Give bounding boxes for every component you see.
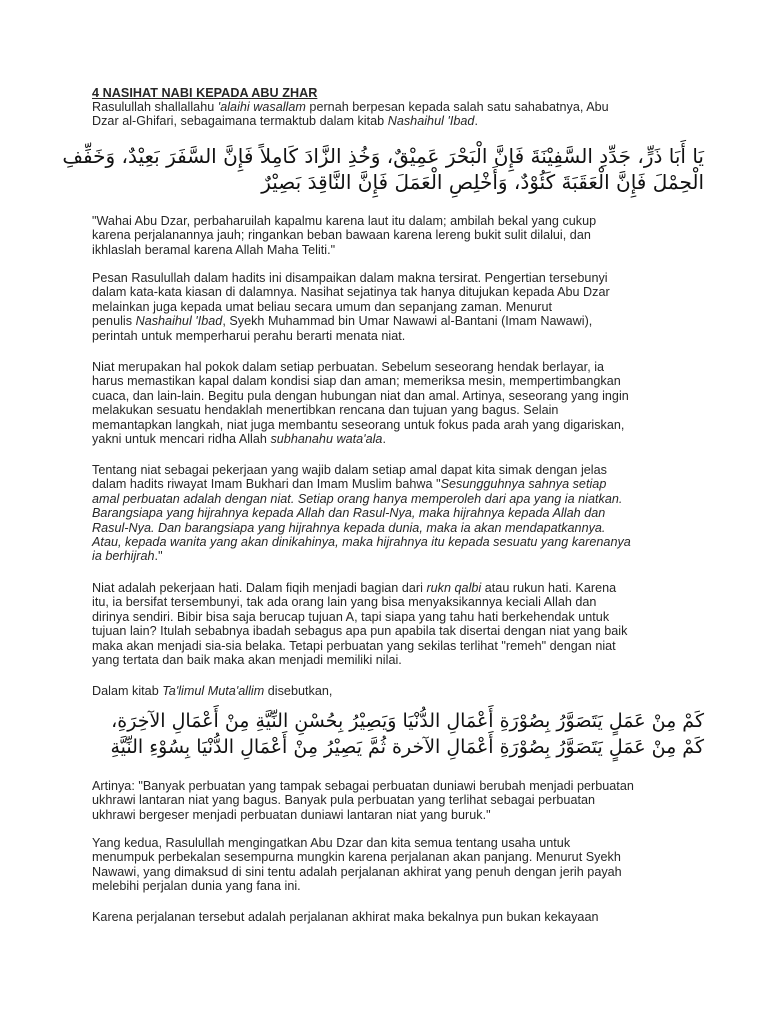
p5-text-1: Niat adalah pekerjaan hati. Dalam fiqih menjadi bagian dari <box>92 581 427 595</box>
arabic-quote-2 <box>110 708 704 760</box>
p6-italic: Ta'limul Muta'allim <box>162 684 265 698</box>
p4-text-2: ." <box>154 549 163 564</box>
intro-paragraph <box>92 100 692 128</box>
arabic-quote-1 <box>62 143 704 195</box>
p3-text-1: Niat merupakan hal pokok dalam setiap perbuatan. Sebelum seseorang hendak berlayar, ia harus memastikan kapal dalam kondisi siap dan aman; memeriksa mesin, mempertimbangkan cuaca, dan lain-lain. Begitu pula dengan hubungan niat dan amal. Artinya, seseorang yang ingin melakukan sesuatu hendaklah menertibkan rencana dan tujuan yang bagus. Selain memantapkan langkah, niat juga membantu seseorang untuk fokus pada arah yang digariskan, yakni untuk mencari ridha Allah <box>92 360 629 447</box>
translation-paragraph: "Wahai Abu Dzar, perbaharuilah kapalmu karena laut itu dalam; ambilah bekal yang cukup karena perjalanannya jauh; ringankan beban bawaan karena lereng bukit sulit dilalui, dan ikhlaslah beramal karena Allah Maha Teliti." <box>92 214 597 257</box>
intro-italic-1: 'alaihi wasallam <box>217 100 306 114</box>
arabic-quote-2-line-1: كَمْ مِنْ عَمَلٍ يَتَصَوَّرُ بِصُوْرَةِ أَعْمَالِ الدُّنْيَا وَيَصِيْرُ بِحُسْنِ النِّيَّةِ مِنْ أَعْمَالِ الآخِرَةِ، <box>111 710 704 732</box>
p2-italic: Nashaihul 'Ibad <box>135 314 223 329</box>
arabic-quote-1-line-1: يَا أَبَا ذَرٍّ، جَدِّدِ السَّفِيْنَةَ فَإِنَّ الْبَحْرَ عَمِيْقٌ، وَخُذِ الزَّادَ كَامِلاً فَإِنَّ السَّفَرَ بَعِيْدٌ، وَخَفِّفِ <box>62 144 704 168</box>
hadith-paragraph <box>92 463 692 564</box>
intro-text-3: . <box>474 114 478 129</box>
heart-paragraph <box>92 581 692 667</box>
last-paragraph: Karena perjalanan tersebut adalah perjalanan akhirat maka bekalnya pun bukan kekayaan <box>92 910 599 924</box>
niat-paragraph <box>92 360 692 446</box>
arabic-quote-2-line-2: كَمْ مِنْ عَمَلٍ يَتَصَوَّرُ بِصُوْرَةِ أَعْمَالِ الآخرة ثُمَّ يَصِيْرُ مِنْ أَعْمَالِ الدُّنْيَا بِسُوْءِ النِّيَّةِ <box>110 736 704 758</box>
p6-text-1: Dalam kitab <box>92 684 163 698</box>
arabic-quote-1-line-2: الْحِمْلَ فَإِنَّ الْعَقَبَةَ كَئُوْدٌ، وَأَخْلِصِ الْعَمَلَ فَإِنَّ النَّاقِدَ بَصِيْرٌ <box>261 170 704 194</box>
second-advice-paragraph: Yang kedua, Rasulullah mengingatkan Abu Dzar dan kita semua tentang usaha untuk menumpuk perbekalan sesempurna mungkin karena perjalanan akan panjang. Menurut Syekh Nawawi, yang dimaksud di sini tentu adalah perjalanan akhirat yang penuh dengan jerih payah melebihi perjalan dunia yang fana ini. <box>92 836 622 894</box>
intro-text-2: pernah berpesan kepada salah satu sahabatnya, Abu Dzar al-Ghifari, sebagaimana termaktub dalam kitab <box>92 100 609 129</box>
document-title: 4 NASIHAT NABI KEPADA ABU ZHAR <box>92 86 318 100</box>
intro-text-1: Rasulullah shallallahu <box>92 100 218 114</box>
p3-text-2: . <box>382 432 386 447</box>
p6-text-2: disebutkan, <box>264 684 333 698</box>
p3-italic: subhanahu wata'ala <box>270 432 383 447</box>
p4-text-1: Tentang niat sebagai pekerjaan yang wajib dalam setiap amal dapat kita simak dengan jelas dalam hadits riwayat Imam Bukhari dan Imam Muslim bahwa " <box>92 463 607 492</box>
intro-italic-2: Nashaihul 'Ibad <box>387 114 475 129</box>
p5-text-2: atau rukun hati. Karena itu, ia bersifat tersembunyi, tak ada orang lain yang bisa menyaksikannya keciali Allah dan dirinya sendiri. Bibir bisa saja berucap tujuan A, tapi siapa yang tahu hati berkehendak untuk tujuan lain? Itulah sebabnya ibadah sebagus apa pun apabila tak disertai dengan niat yang baik maka akan menjadi sia-sia belaka. Tetapi perbuatan yang sekilas terlihat "remeh" dengan niat yang tertata dan baik maka akan menjadi memiliki nilai. <box>92 581 628 668</box>
kitab-paragraph <box>92 684 692 698</box>
p4-italic: Sesungguhnya sahnya setiap amal perbuatan adalah dengan niat. Setiap orang hanya memperoleh dari apa yang ia niatkan. Barangsiapa yang hijrahnya kepada Allah dan Rasul-Nya, maka hijrahnya kepada Allah dan Rasul-Nya. Dan barangsiapa yang hijrahnya kepada dunia, maka ia akan mendapatkannya. Atau, kepada wanita yang akan dinikahinya, maka hijrahnya itu kepada sesuatu yang karenanya ia berhijrah <box>92 477 631 564</box>
p5-italic: rukn qalbi <box>426 581 482 595</box>
artinya-paragraph: Artinya: "Banyak perbuatan yang tampak sebagai perbuatan duniawi berubah menjadi perbuatan ukhrawi lantaran niat yang bagus. Banyak pula perbuatan yang terlihat sebagai perbuatan ukhrawi bergeser menjadi perbuatan duniawi lantaran niat yang buruk." <box>92 779 634 822</box>
explanation-paragraph <box>92 271 692 343</box>
p2-text-1: Pesan Rasulullah dalam hadits ini disampaikan dalam makna tersirat. Pengertian tersebunyi dalam kata-kata kiasan di dalamnya. Nasihat sejatinya tak hanya ditujukan kepada Abu Dzar melainkan juga kepada umat beliau secara umum dan sepanjang zaman. Menurut penulis <box>92 271 610 329</box>
p2-text-2: , Syekh Muhammad bin Umar Nawawi al-Bantani (Imam Nawawi), perintah untuk memperharui perahu berarti menata niat. <box>92 314 593 343</box>
